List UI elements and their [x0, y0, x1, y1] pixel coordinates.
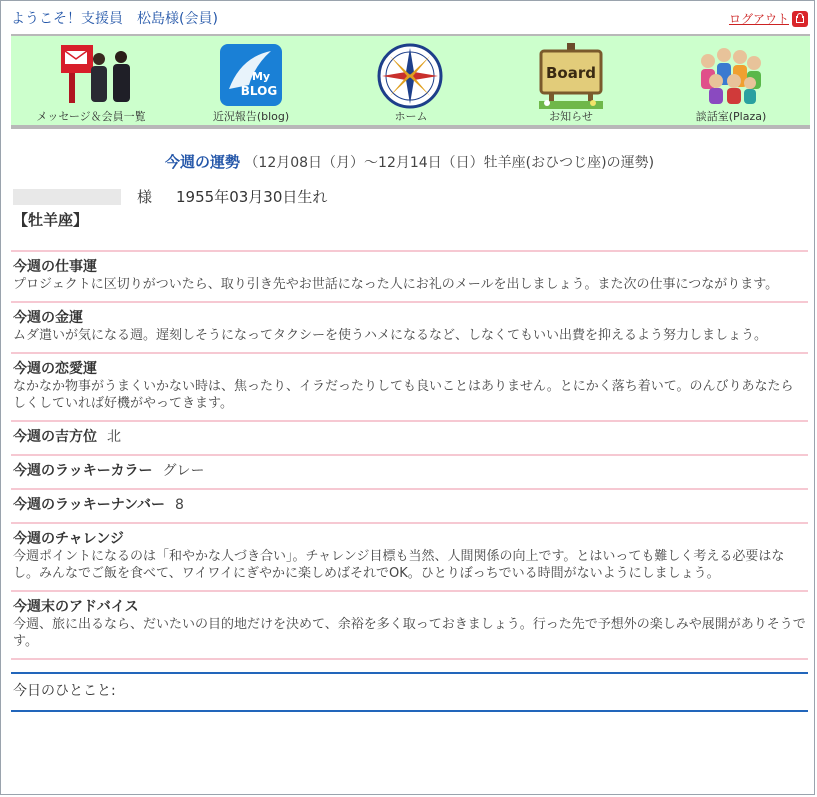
- nav-item-plaza[interactable]: [676, 36, 786, 127]
- nav-label-blog[interactable]: 近況報告(blog): [212, 110, 290, 123]
- logout-link[interactable]: [729, 10, 808, 27]
- fortune-title-row: [13, 151, 806, 172]
- blog-icon-text-blog: BLOG: [240, 84, 278, 98]
- my-blog-icon[interactable]: [219, 43, 283, 107]
- section-heading-label: 今週のラッキーナンバー: [13, 497, 166, 513]
- section-text: プロジェクトに区切りがついたら、取り引き先やお世話になった人にお礼のメールを出しましょう。また次の仕事につながります。: [13, 277, 779, 292]
- message-members-icon[interactable]: [49, 43, 145, 109]
- fortune-content: [13, 141, 806, 712]
- nav-item-messages[interactable]: [21, 36, 161, 127]
- zodiac-sign: 【牡羊座】: [13, 211, 89, 229]
- section-heading: 今週末のアドバイス: [13, 599, 139, 615]
- section-heading: [13, 462, 806, 480]
- compass-home-icon[interactable]: [376, 43, 444, 109]
- board-icon-text: Board: [546, 64, 596, 82]
- honorific: 様: [137, 188, 153, 206]
- nav-label-notices[interactable]: お知らせ: [549, 110, 593, 123]
- section-heading: 今週の仕事運: [13, 259, 97, 275]
- fortune-title: 今週の運勢: [164, 153, 240, 171]
- lock-icon[interactable]: [792, 11, 808, 27]
- section-heading: [13, 428, 806, 446]
- section-heading-label: 今週のラッキーカラー: [13, 463, 153, 479]
- masked-name: [13, 189, 121, 205]
- plaza-people-icon[interactable]: [694, 43, 766, 105]
- nav-label-home[interactable]: ホーム: [394, 110, 428, 123]
- lucky-direction-value: 北: [107, 429, 121, 445]
- section-text: ムダ遣いが気になる週。遅刻しそうになってタクシーを使うハメになるなど、しなくてもいい出費を抑えるよう努力しましょう。: [13, 328, 768, 343]
- section-heading: [13, 496, 806, 514]
- section-heading-label: 今週の吉方位: [13, 429, 97, 445]
- user-row: [13, 186, 806, 207]
- section-work: [13, 252, 806, 301]
- section-color: [13, 456, 806, 488]
- nav-item-blog[interactable]: [196, 36, 306, 127]
- nav-item-home[interactable]: [356, 36, 466, 127]
- lucky-color-value: グレー: [162, 463, 205, 479]
- section-heading: 今週の恋愛運: [13, 361, 97, 377]
- nav-label-messages[interactable]: メッセージ＆会員一覧: [36, 110, 146, 123]
- section-money: [13, 303, 806, 352]
- lucky-number-value: 8: [175, 497, 184, 513]
- section-text: 今週、旅に出るなら、だいたいの目的地だけを決めて、余裕を多く取っておきましょう。行った先で予想外の楽しみや展開がありそうです。: [13, 617, 806, 649]
- nav-label-plaza[interactable]: 談話室(Plaza): [695, 110, 767, 123]
- nav-item-notices[interactable]: [516, 36, 626, 127]
- section-number: [13, 490, 806, 522]
- section-heading: 今週のチャレンジ: [13, 531, 124, 547]
- section-text: なかなか物事がうまくいかない時は、焦ったり、イラだったりしても良いことはありません。とにかく落ち着いて。のんびりあなたらしくしていれば好機がやってきます。: [13, 379, 794, 411]
- main-nav: [11, 34, 810, 129]
- fortune-period: （12月08日（月）〜12月14日（日）牡羊座(おひつじ座)の運勢): [244, 155, 655, 171]
- board-notice-icon[interactable]: [539, 43, 603, 109]
- logout-label[interactable]: ログアウト: [728, 12, 789, 26]
- top-bar: [11, 7, 808, 31]
- section-heading: 今週の金運: [13, 310, 83, 326]
- section-direction: [13, 422, 806, 454]
- section-text: 今週ポイントになるのは「和やかな人づき合い」。チャレンジ目標も当然、人間関係の向上です。とはいっても難しく考える必要はなし。みんなでご飯を食べて、ワイワイにぎやかに楽しめばそれでOK。ひとりぼっちでいる時間がないようにしましょう。: [13, 549, 785, 581]
- daily-word: 今日のひとこと:: [13, 683, 116, 699]
- divider: [11, 710, 808, 712]
- birth-date: 1955年03月30日生れ: [176, 188, 328, 206]
- welcome-text: ようこそ！支援員 松島様(会員): [11, 11, 218, 27]
- section-love: [13, 354, 806, 420]
- section-challenge: [13, 524, 806, 590]
- blog-icon-text-my: My: [251, 70, 271, 83]
- section-weekend: [13, 592, 806, 658]
